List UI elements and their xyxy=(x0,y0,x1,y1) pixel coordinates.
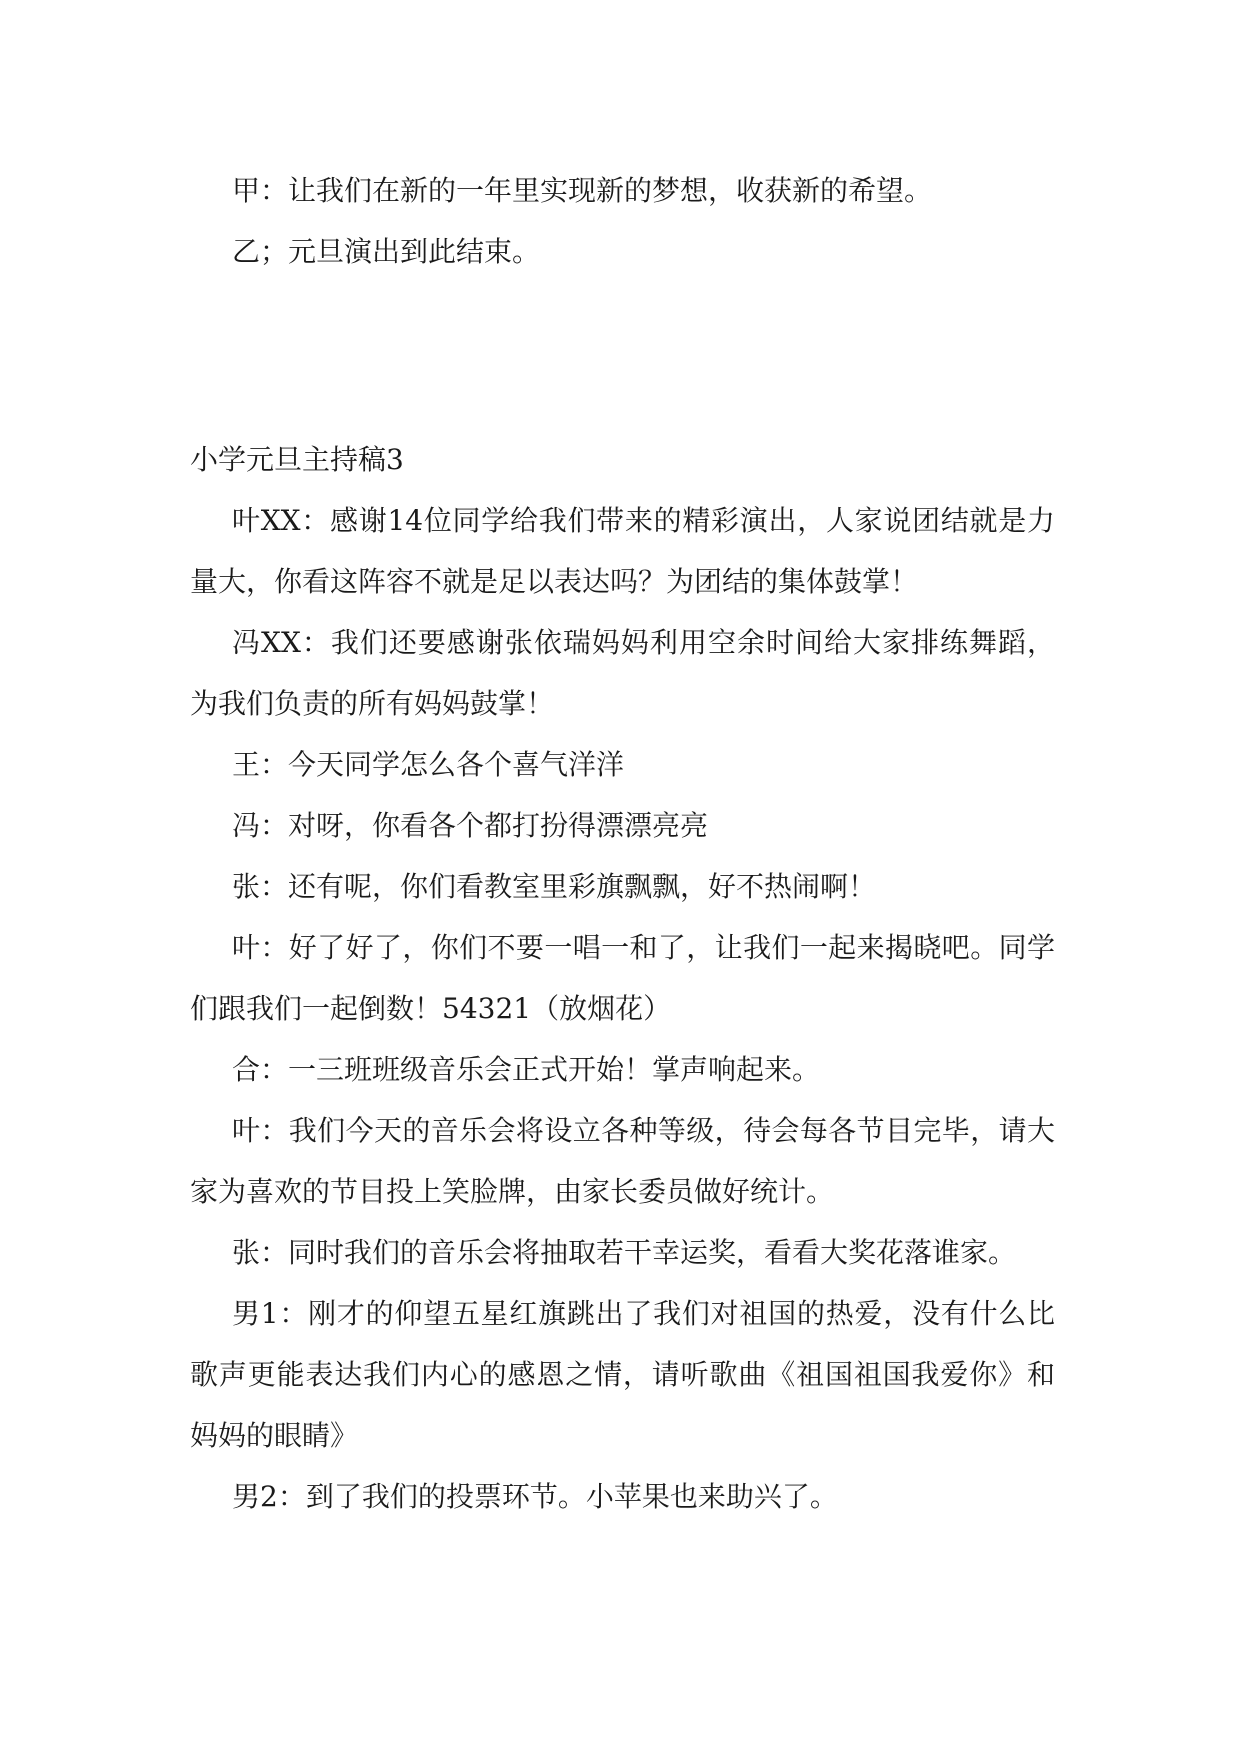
dialogue-line: 男2：到了我们的投票环节。小苹果也来助兴了。 xyxy=(232,1480,838,1513)
dialogue-line: 王：今天同学怎么各个喜气洋洋 xyxy=(232,748,625,781)
dialogue-line: 冯：对呀，你看各个都打扮得漂漂亮亮 xyxy=(232,809,709,842)
dialogue-line: 张：还有呢，你们看教室里彩旗飘飘，好不热闹啊！ xyxy=(232,870,877,903)
dialogue-line: 合：一三班班级音乐会正式开始！掌声响起来。 xyxy=(232,1053,821,1086)
dialogue-line: 叶：我们今天的音乐会将设立各种等级，待会每各节目完毕，请大家为喜欢的节目投上笑脸牌，由家长委员做好统计。 xyxy=(190,1114,1055,1208)
document-body xyxy=(190,160,1055,1527)
dialogue-line: 叶XX：感谢14位同学给我们带来的精彩演出，人家说团结就是力量大，你看这阵容不就是足以表达吗？为团结的集体鼓掌！ xyxy=(190,504,1055,598)
dialogue-line: 张：同时我们的音乐会将抽取若干幸运奖，看看大奖花落谁家。 xyxy=(232,1236,1017,1269)
section-spacer xyxy=(190,282,1055,429)
dialogue-line: 甲：让我们在新的一年里实现新的梦想，收获新的希望。 xyxy=(232,174,933,207)
dialogue-line: 叶：好了好了，你们不要一唱一和了，让我们一起来揭晓吧。同学们跟我们一起倒数！54321（放烟花） xyxy=(190,931,1055,1025)
dialogue-line: 乙；元旦演出到此结束。 xyxy=(232,235,541,268)
dialogue-line: 男1：刚才的仰望五星红旗跳出了我们对祖国的热爱，没有什么比歌声更能表达我们内心的感恩之情，请听歌曲《祖国祖国我爱你》和妈妈的眼睛》 xyxy=(190,1297,1055,1452)
section-heading: 小学元旦主持稿3 xyxy=(190,443,404,476)
dialogue-line: 冯XX：我们还要感谢张依瑞妈妈利用空余时间给大家排练舞蹈，为我们负责的所有妈妈鼓掌！ xyxy=(190,626,1055,720)
